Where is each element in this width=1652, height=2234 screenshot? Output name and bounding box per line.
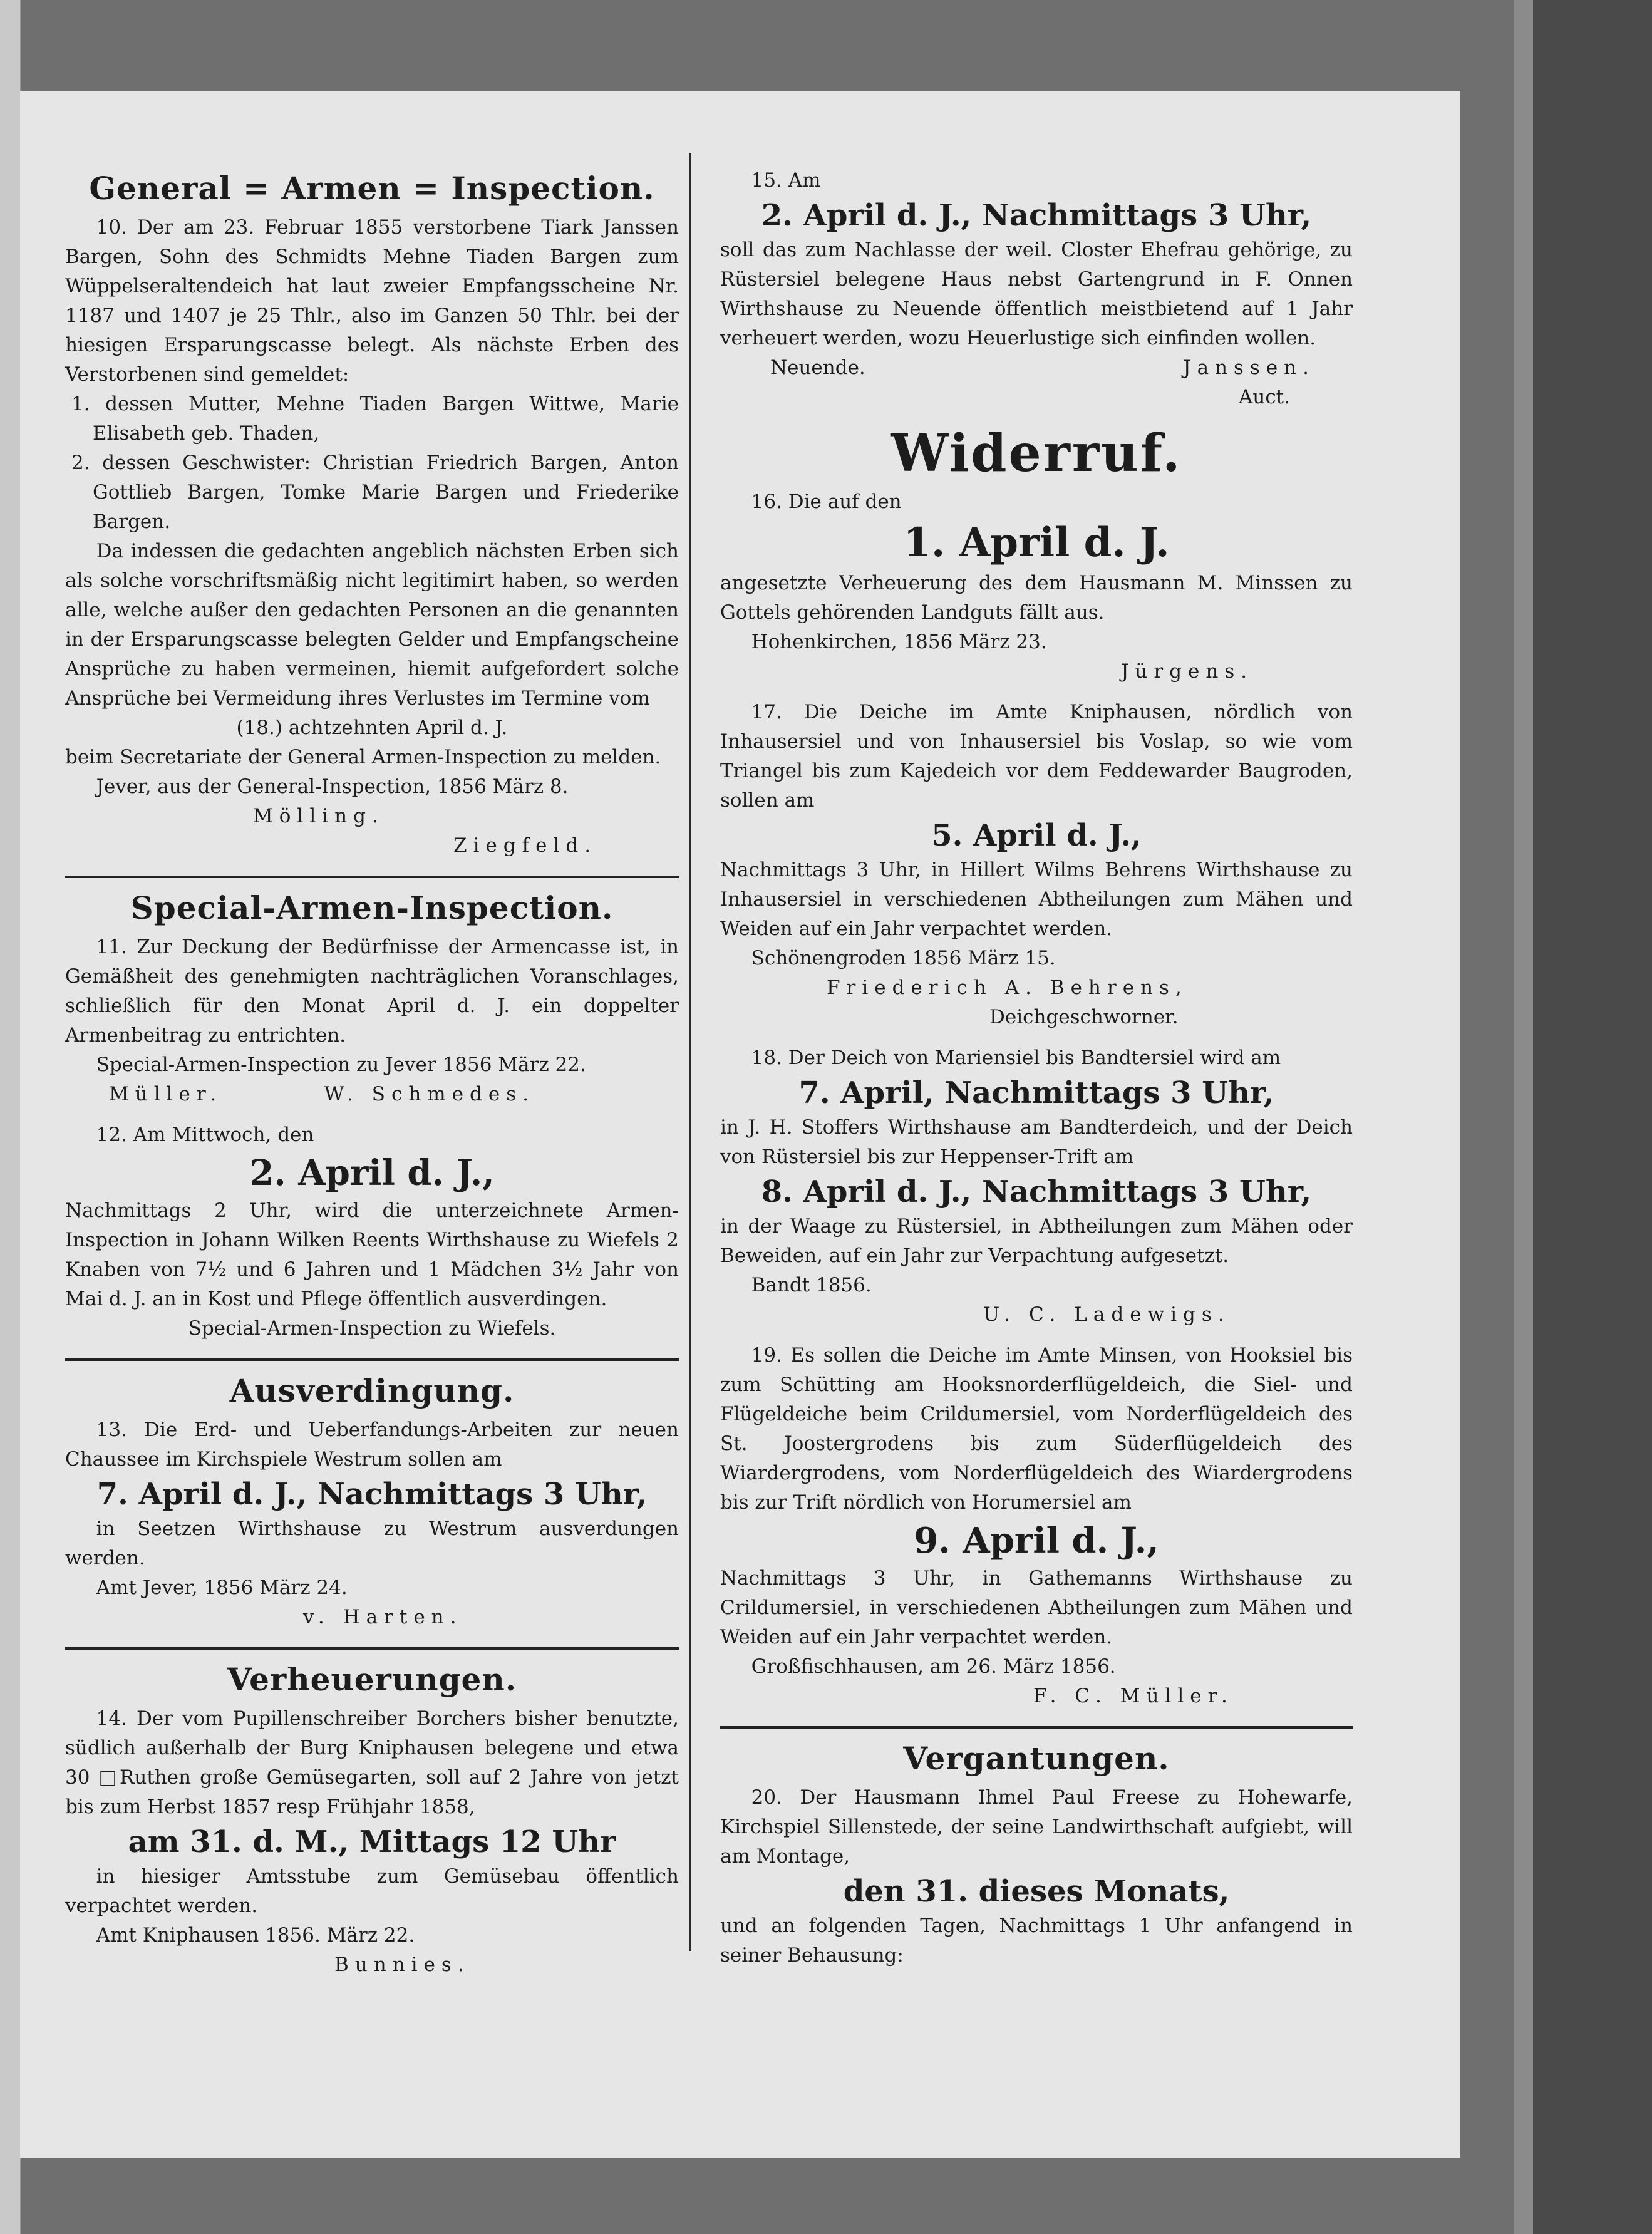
section-verheuerungen [65, 1661, 679, 1980]
left-column [65, 166, 679, 1980]
signature-title: Auct. [1238, 386, 1290, 408]
notice-date: 1. April d. J. [903, 519, 1170, 566]
notice-place-date: Special-Armen-Inspection zu Jever 1856 März 22. [96, 1053, 586, 1076]
signature: Friederich A. Behrens, [827, 976, 1188, 999]
notice-place-date: Schönengroden 1856 März 15. [751, 947, 1056, 970]
section-title: Vergantungen. [903, 1740, 1170, 1777]
notice-17 [720, 698, 1353, 1032]
signature: U. C. Ladewigs. [983, 1303, 1231, 1326]
notice-19 [720, 1341, 1353, 1711]
notice-date: 8. April d. J., Nachmittags 3 Uhr, [761, 1174, 1312, 1209]
notice-paragraph: soll das zum Nachlasse der weil. Closter Ehefrau gehörige, zu Rüstersiel belegene Haus nebst Gartengrund in F. Onnen Wirthshause zu Neuende öffentlich meistbietend auf 1 Jahr verheuert werden, wozu Heuerlustige sich einfinden wollen. [720, 239, 1353, 349]
section-rule [720, 1726, 1353, 1729]
notice-paragraph: und an folgenden Tagen, Nachmittags 1 Uhr anfangend in seiner Behausung: [720, 1915, 1353, 1967]
column-divider [689, 153, 691, 1951]
notice-place-date: Amt Kniphausen 1856. März 22. [96, 1924, 415, 1947]
section-ausverdingung [65, 1372, 679, 1632]
notice-paragraph: angesetzte Verheuerung des dem Hausmann M. Minssen zu Gottels gehörenden Landguts fällt aus. [720, 572, 1353, 624]
notice-paragraph: in der Waage zu Rüstersiel, in Abtheilungen zum Mähen oder Beweiden, auf ein Jahr zur Verpachtung aufgesetzt. [720, 1215, 1353, 1267]
notice-place: Neuende. [770, 356, 865, 379]
notice-paragraph: 20. Der Hausmann Ihmel Paul Freese zu Hohewarfe, Kirchspiel Sillenstede, der seine Landwirthschaft aufgiebt, will am Montage, [720, 1786, 1353, 1868]
section-title: Verheuerungen. [227, 1661, 517, 1698]
notice-place-date: Hohenkirchen, 1856 März 23. [751, 631, 1047, 653]
notice-paragraph: 18. Der Deich von Mariensiel bis Bandtersiel wird am [751, 1047, 1281, 1069]
signature: Special-Armen-Inspection zu Wiefels. [188, 1317, 556, 1340]
notice-paragraph: 13. Die Erd- und Ueberfandungs-Arbeiten zur neuen Chaussee im Kirchspiele Westrum sollen am [65, 1419, 679, 1471]
notice-paragraph: 12. Am Mittwoch, den [96, 1124, 314, 1146]
notice-paragraph: 11. Zur Deckung der Bedürfnisse der Armencasse ist, in Gemäßheit des genehmigten nachträglichen Voranschlages, schließlich für den Monat April d. J. ein doppelter Armenbeitrag zu entrichten. [65, 936, 679, 1047]
notice-paragraph: in hiesiger Amtsstube zum Gemüsebau öffentlich verpachtet werden. [65, 1865, 679, 1917]
notice-paragraph: Da indessen die gedachten angeblich nächsten Erben sich als solche vorschriftsmäßig nicht legitimirt haben, so werden alle, welche außer den gedachten Personen an die genannten in der Ersparungscasse belegten Gelder und Empfangscheine Ansprüche zu haben vermeinen, hiemit aufgefordert solche Ansprüche bei Vermeidung ihres Verlustes im Termine vom [65, 540, 679, 710]
notice-paragraph: Nachmittags 2 Uhr, wird die unterzeichnete Armen-Inspection in Johann Wilken Reents Wirthshause zu Wiefels 2 Knaben von 7½ und 6 Jahren und 1 Mädchen 3½ Jahr von Mai d. J. an in Kost und Pflege öffentlich ausverdingen. [65, 1199, 679, 1310]
notice-date: 5. April d. J., [931, 818, 1142, 853]
section-title: Widerruf. [891, 423, 1182, 484]
page-edge-shadow [1514, 0, 1533, 2234]
notice-place-date: Bandt 1856. [751, 1274, 872, 1296]
notice-date: den 31. dieses Monats, [843, 1874, 1230, 1909]
notice-paragraph: 16. Die auf den [751, 490, 902, 513]
notice-date: 7. April, Nachmittags 3 Uhr, [798, 1075, 1274, 1110]
book-cover-edge [1533, 0, 1652, 2234]
notice-place-date: Jever, aus der General-Inspection, 1856 März 8. [96, 775, 569, 798]
section-rule [65, 1647, 679, 1650]
notice-18 [720, 1043, 1353, 1330]
section-title: Ausverdingung. [229, 1372, 515, 1409]
section-title: Special-Armen-Inspection. [130, 889, 614, 926]
section-vergantungen [720, 1740, 1353, 1970]
notice-date: (18.) achtzehnten April d. J. [236, 716, 508, 739]
notice-paragraph: Nachmittags 3 Uhr, in Gathemanns Wirthshause zu Crildumersiel, in verschiedenen Abtheilungen zum Mähen und Weiden auf ein Jahr verpachtet werden. [720, 1567, 1353, 1648]
notice-paragraph: Nachmittags 3 Uhr, in Hillert Wilms Behrens Wirthshause zu Inhausersiel in verschiedenen Abtheilungen zum Mähen und Weiden auf ein Jahr verpachtet werden. [720, 859, 1353, 940]
section-widerruf [720, 423, 1353, 686]
notice-paragraph: 19. Es sollen die Deiche im Amte Minsen, von Hooksiel bis zum Schütting am Hooksnorderflügeldeich, die Siel- und Flügeldeiche beim Crildumersiel, vom Norderflügeldeich des St. Joostergrodens bis zum Süderflügeldeich des Wiardergrodens, vom Norderflügeldeich des Wiardergrodens bis zur Trift nördlich von Horumersiel am [720, 1344, 1353, 1514]
signature: v. Harten. [303, 1606, 463, 1628]
signature: Ziegfeld. [453, 834, 597, 857]
notice-paragraph: in J. H. Stoffers Wirthshause am Bandterdeich, und der Deich von Rüstersiel bis zur Heppenser-Trift am [720, 1116, 1353, 1168]
signature: Mölling. [253, 805, 385, 827]
notice-date: 9. April d. J., [914, 1520, 1159, 1561]
notice-date: 2. April d. J., [249, 1152, 495, 1194]
notice-paragraph: 14. Der vom Pupillenschreiber Borchers bisher benutzte, südlich außerhalb der Burg Kniphausen belegene und etwa 30 □Ruthen große Gemüsegarten, soll auf 2 Jahre von jetzt bis zum Herbst 1857 resp Frühjahr 1858, [65, 1707, 679, 1818]
notice-paragraph: beim Secretariate der General Armen-Inspection zu melden. [65, 746, 661, 768]
newspaper-page [20, 91, 1460, 2158]
section-special-armen-inspection [65, 889, 679, 1343]
signature: W. Schmedes. [324, 1083, 535, 1105]
section-rule [65, 1358, 679, 1361]
signature: Müller. [109, 1083, 223, 1105]
notice-15 [720, 166, 1353, 412]
section-general-armen-inspection [65, 170, 679, 861]
notice-paragraph: 17. Die Deiche im Amte Kniphausen, nördlich von Inhausersiel und von Inhausersiel bis Voslap, so wie vom Triangel bis zum Kajedeich vor dem Feddewarder Baugroden, sollen am [720, 701, 1353, 812]
section-title: General = Armen = Inspection. [89, 170, 655, 207]
right-column [720, 166, 1353, 1970]
notice-place-date: Amt Jever, 1856 März 24. [96, 1576, 348, 1599]
signature: Janssen. [1183, 356, 1315, 379]
notice-date: 2. April d. J., Nachmittags 3 Uhr, [761, 198, 1312, 233]
notice-paragraph: in Seetzen Wirthshause zu Westrum ausverdungen werden. [65, 1518, 679, 1569]
notice-paragraph: 15. Am [751, 169, 821, 192]
previous-page-edge [0, 0, 21, 2234]
notice-paragraph: 10. Der am 23. Februar 1855 verstorbene Tiark Janssen Bargen, Sohn des Schmidts Mehne Tiaden Bargen zum Wüppelseraltendeich hat laut zweier Empfangsscheine Nr. 1187 und 1407 je 25 Thlr., also im Ganzen 50 Thlr. bei der hiesigen Ersparungscasse belegt. Als nächste Erben des Verstorbenen sind gemeldet: [65, 216, 679, 386]
notice-date: am 31. d. M., Mittags 12 Uhr [128, 1824, 616, 1859]
section-rule [65, 876, 679, 878]
heir-list-item: 1. dessen Mutter, Mehne Tiaden Bargen Wittwe, Marie Elisabeth geb. Thaden, [71, 393, 679, 445]
signature: F. C. Müller. [1033, 1685, 1234, 1707]
notice-date: 7. April d. J., Nachmittags 3 Uhr, [96, 1477, 648, 1512]
heir-list-item: 2. dessen Geschwister: Christian Friedrich Bargen, Anton Gottlieb Bargen, Tomke Marie Bargen und Friederike Bargen. [71, 452, 679, 533]
notice-place-date: Großfischhausen, am 26. März 1856. [751, 1655, 1116, 1678]
signature: Jürgens. [1121, 660, 1254, 683]
signature-title: Deichgeschworner. [989, 1006, 1179, 1028]
signature: Bunnies. [334, 1953, 470, 1976]
